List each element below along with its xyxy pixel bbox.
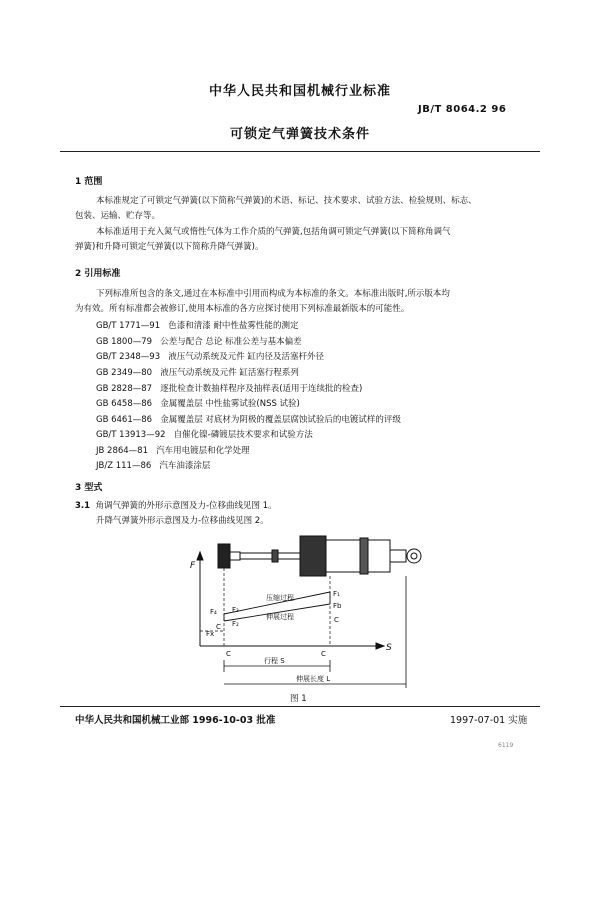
reference-title: 汽车用电镀层和化学处理	[156, 446, 250, 456]
section-2-para-line-1: 下列标准所包含的条文,通过在本标准中引用而构成为本标准的条文。本标准出版时,所示版本均	[96, 289, 450, 299]
compression-process-label: 压缩过程	[266, 594, 294, 602]
section-1-para-2-line-1: 本标准适用于充入氮气或惰性气体为工作介质的气弹簧,包括角调可锁定气弹簧(以下简称角调气	[96, 227, 451, 237]
stroke-label: 行程 S	[264, 657, 285, 665]
reference-code: JB/Z 111—86	[96, 461, 152, 471]
extension-process-label: 伸展过程	[266, 613, 294, 621]
reference-title: 逐批检查计数抽样程序及抽样表(适用于连续批的检查)	[160, 384, 363, 394]
right-eye-fitting	[407, 549, 421, 563]
f4-label: F₄	[210, 608, 217, 616]
length-label: 伸展长度 L	[296, 675, 331, 683]
reference-code: GB 2349—80	[96, 368, 153, 378]
standard-number: JB/T 8064.2 96	[418, 104, 507, 115]
footer-approval: 中华人民共和国机械工业部 1996-10-03 批准	[75, 715, 276, 726]
reference-code: GB 6461—86	[96, 415, 153, 425]
section-1-heading: 1 范围	[75, 177, 103, 187]
fx-label: Fx	[206, 630, 215, 638]
right-connector	[390, 550, 406, 562]
cylinder-end-cap	[300, 536, 326, 576]
reference-item	[96, 444, 250, 456]
reference-title: 自催化镍-磷镀层技术要求和试验方法	[173, 430, 313, 440]
reference-item	[96, 319, 298, 331]
left-end-fitting	[218, 544, 230, 568]
piston-rod	[240, 553, 300, 559]
reference-code: GB 2828—87	[96, 384, 153, 394]
header-divider	[60, 151, 540, 152]
page-code: 6119	[498, 742, 514, 749]
clause-3-1-line-2: 升降气弹簧外形示意图及力-位移曲线见图 2。	[96, 516, 269, 526]
reference-title: 汽车油漆涂层	[159, 461, 211, 471]
reference-code: GB/T 2348—93	[96, 352, 161, 362]
reference-item	[96, 428, 313, 440]
reference-item	[96, 459, 210, 471]
left-connector	[230, 552, 240, 560]
section-1-para-1-line-1: 本标准规定了可锁定气弹簧(以下简称气弹簧)的术语、标记、技术要求、试验方法、检验规则、标志、	[96, 196, 477, 206]
clause-number: 3.1	[75, 501, 91, 511]
clause-3-1-line-1	[75, 499, 277, 514]
reference-item	[96, 397, 300, 409]
section-2-heading: 2 引用标准	[75, 269, 121, 279]
footer-effective-date: 1997-07-01 实施	[450, 715, 528, 726]
right-eye-hole	[411, 553, 417, 559]
displacement-axis-label: S	[386, 643, 392, 653]
reference-item	[96, 335, 302, 347]
reference-item	[96, 413, 401, 425]
c-label-right: C	[334, 616, 339, 624]
section-3-heading: 3 型式	[75, 483, 103, 493]
reference-item	[96, 350, 324, 362]
f1-label: F₁	[333, 590, 340, 598]
reference-item	[96, 366, 299, 378]
reference-title: 液压气动系统及元件 缸内径及活塞杆外径	[168, 352, 324, 362]
section-1-para-2-line-2: 弹簧)和升降可锁定气弹簧(以下简称升降气弹簧)。	[75, 242, 264, 252]
section-2-para-line-2: 为有效。所有标准都会被修订,使用本标准的各方应探讨使用下列标准最新版本的可能性。	[75, 304, 410, 314]
reference-title: 色漆和清漆 耐中性盐雾性能的测定	[168, 321, 299, 331]
reference-code: GB 1800—79	[96, 337, 153, 347]
reference-title: 金属覆盖层 对底材为阴极的覆盖层腐蚀试验后的电镀试样的评级	[160, 415, 401, 425]
figure-caption: 图 1	[290, 694, 307, 704]
force-axis-arrow	[197, 552, 203, 560]
cylinder-band	[360, 538, 368, 574]
clause-text: 角调气弹簧的外形示意图及力-位移曲线见图 1。	[95, 501, 277, 511]
force-axis-label: F	[190, 561, 196, 571]
footer-divider	[60, 706, 540, 707]
standard-header-title: 中华人民共和国机械行业标准	[208, 84, 391, 99]
f3-label: F₃	[232, 606, 239, 614]
fb-label: Fb	[333, 602, 342, 610]
f2-label: F₂	[232, 620, 239, 628]
displacement-axis-arrow	[376, 643, 384, 649]
reference-code: JB 2864—81	[96, 446, 148, 456]
c-label-bottom-right: C	[321, 650, 326, 658]
reference-item	[96, 382, 362, 394]
reference-code: GB/T 1771—91	[96, 321, 161, 331]
reference-code: GB 6458—86	[96, 399, 153, 409]
reference-code: GB/T 13913—92	[96, 430, 166, 440]
reference-title: 金属覆盖层 中性盐雾试验(NSS 试验)	[160, 399, 300, 409]
figure-1-diagram	[180, 526, 440, 696]
gas-spring-drawing	[218, 536, 421, 576]
reference-title: 液压气动系统及元件 缸活塞行程系列	[160, 368, 299, 378]
c-label-bottom-left: C	[226, 650, 231, 658]
section-1-para-1-line-2: 包装、运输、贮存等。	[75, 211, 161, 221]
reference-title: 公差与配合 总论 标准公差与基本偏差	[160, 337, 302, 347]
document-title: 可锁定气弹簧技术条件	[229, 127, 370, 142]
c-label-left: C	[216, 623, 221, 631]
rod-collar	[272, 550, 278, 562]
